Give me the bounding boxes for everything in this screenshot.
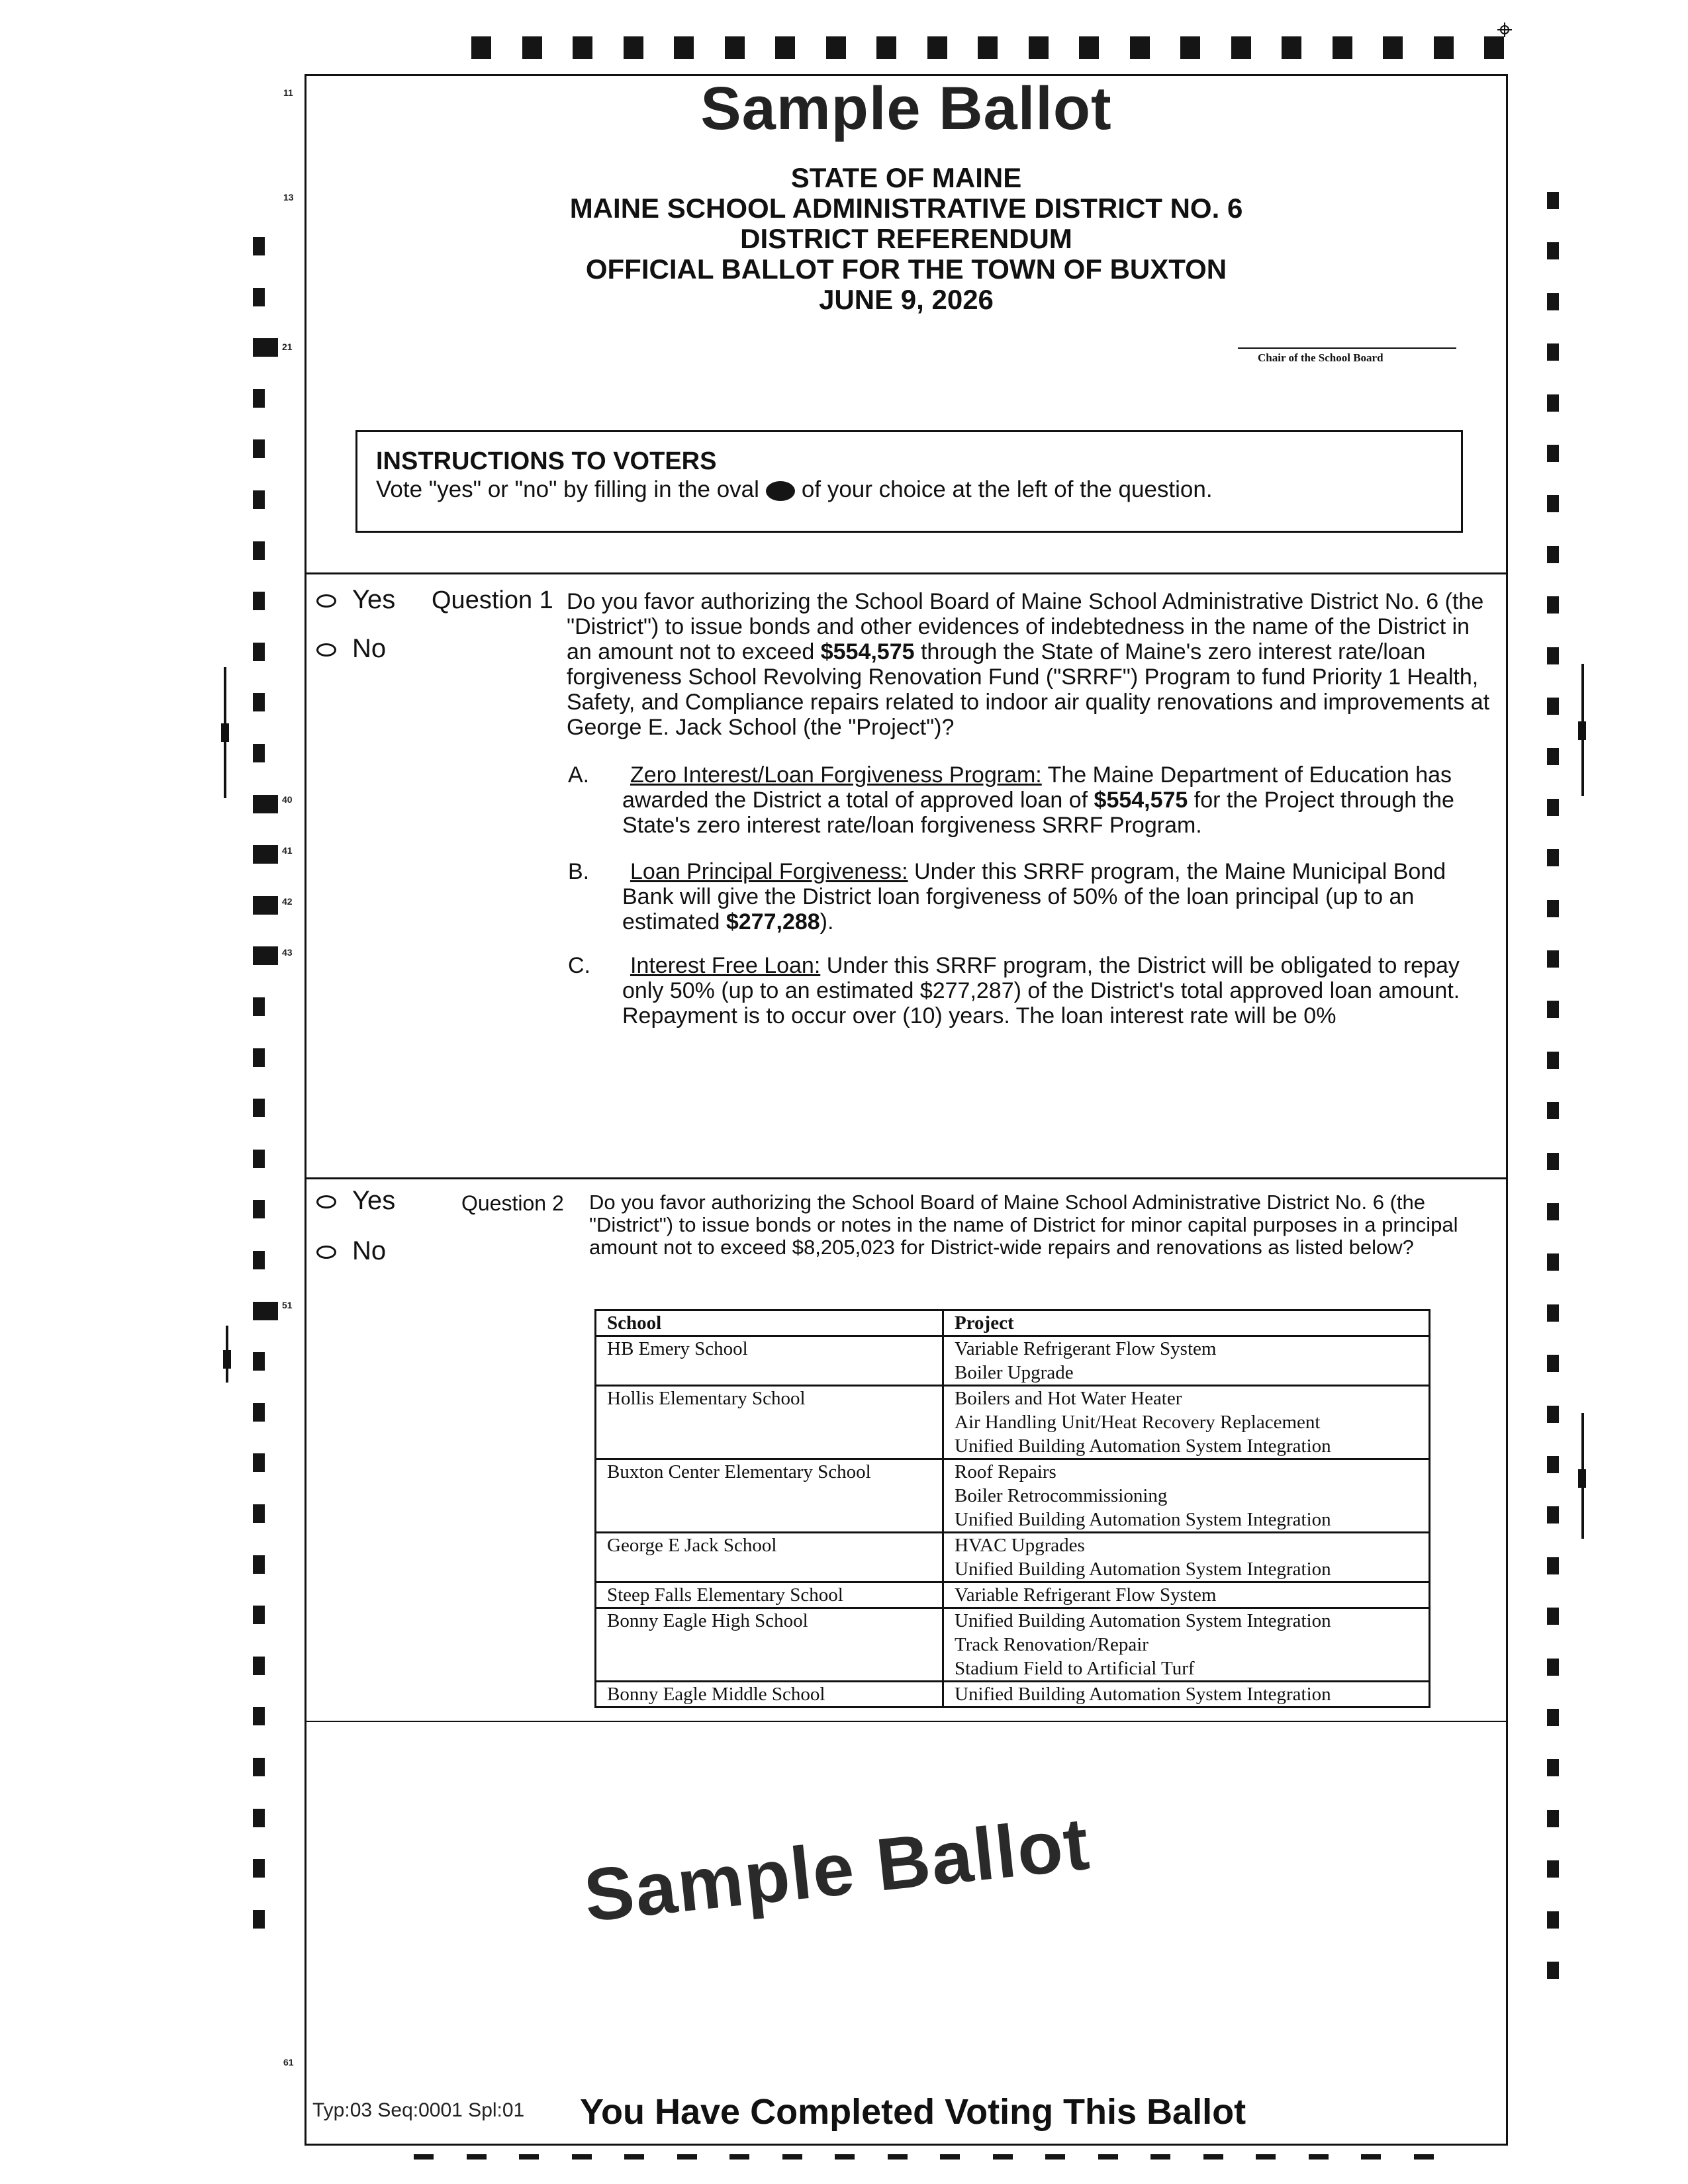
instructions-text-after: of your choice at the left of the question. [801, 477, 1213, 502]
subsection-text: The Maine Department of Education has awarded the District a total of approved loan of [622, 762, 1452, 813]
q1-subsection-a [622, 762, 1496, 838]
table-row [596, 1336, 1430, 1386]
timing-mark [1547, 1052, 1559, 1069]
timing-mark [729, 2154, 749, 2160]
q1-yes-oval[interactable] [316, 594, 336, 608]
timing-mark [522, 36, 542, 59]
row-number: 42 [282, 896, 293, 907]
table-row [596, 1533, 1430, 1582]
timing-mark [1130, 36, 1150, 59]
timing-mark [253, 389, 265, 408]
school-cell: George E Jack School [596, 1533, 943, 1582]
project-item: Roof Repairs [955, 1461, 1056, 1482]
subsection-text: ). [820, 909, 834, 934]
q2-text: Do you favor authorizing the School Board of Maine School Administrative District No. 6 (the "District") to issue bonds or notes in the name of District for minor capital purposes in a principal amount not to exceed $8,205,023 for District-wide repairs and renovations as listed below? [589, 1191, 1458, 1259]
row-number: 43 [282, 947, 293, 958]
timing-mark [888, 2154, 908, 2160]
timing-mark [1547, 849, 1559, 866]
subsection-text: Under this SRRF program, the Maine Municipal Bond Bank will give the District loan forgiveness of 50% of the loan principal (up to an estimated [622, 859, 1446, 934]
timing-mark [253, 1048, 265, 1067]
filled-oval-icon [766, 481, 795, 501]
timing-mark [1547, 1001, 1559, 1018]
q1-sub-letter: A. [568, 762, 590, 788]
project-cell [943, 1682, 1430, 1707]
project-item: Boiler Retrocommissioning [955, 1485, 1168, 1506]
timing-mark [940, 2154, 960, 2160]
table-row [596, 1459, 1430, 1533]
instructions-text [376, 477, 1213, 503]
timing-mark [775, 36, 795, 59]
q1-text-part: Do you favor authorizing the School Board of Maine School Administrative District No. 6 (the "District") to issue bonds and other evidences of indebtedness in the name of the District in an amount not to exceed [567, 589, 1484, 664]
timing-mark [1547, 1557, 1559, 1574]
ballot-title: Sample Ballot [700, 75, 1112, 142]
timing-mark [253, 1403, 265, 1422]
timing-mark [1547, 799, 1559, 816]
subsection-text: Under this SRRF program, the District will be obligated to repay only 50% (up to an estimated $277,287) of the District's total approved loan amount. Repayment is to occur over (10) years. The loan interest rate will be 0% [622, 953, 1460, 1028]
timing-mark [253, 946, 278, 965]
q1-yes-label: Yes [352, 585, 396, 614]
timing-mark [1150, 2154, 1170, 2160]
timing-mark [253, 997, 265, 1016]
school-cell: Bonny Eagle High School [596, 1608, 943, 1682]
project-item: Unified Building Automation System Integration [955, 1435, 1331, 1457]
school-cell: Hollis Elementary School [596, 1386, 943, 1459]
registration-block [1578, 1469, 1586, 1488]
timing-mark [978, 36, 998, 59]
timing-mark [782, 2154, 802, 2160]
project-item: Track Renovation/Repair [955, 1634, 1149, 1655]
timing-mark [1547, 1203, 1559, 1220]
timing-mark [1547, 900, 1559, 917]
timing-mark [1361, 2154, 1381, 2160]
timing-mark [1434, 36, 1454, 59]
timing-mark [725, 36, 745, 59]
timing-mark [927, 36, 947, 59]
row-number: 41 [282, 845, 293, 856]
section-divider [305, 572, 1508, 574]
timing-mark [253, 1809, 265, 1827]
timing-mark [1547, 698, 1559, 715]
timing-mark [253, 237, 265, 255]
table-row [596, 1608, 1430, 1682]
header-state: STATE OF MAINE [790, 162, 1022, 193]
header-district: MAINE SCHOOL ADMINISTRATIVE DISTRICT NO. 6 [569, 193, 1243, 224]
timing-mark [253, 896, 278, 915]
registration-block [221, 723, 229, 742]
q1-sub-letter: C. [568, 953, 590, 978]
timing-mark [253, 1251, 265, 1269]
row-number: 13 [283, 192, 294, 203]
timing-mark [624, 2154, 644, 2160]
timing-mark [1547, 1153, 1559, 1170]
q2-yes-oval[interactable] [316, 1195, 336, 1208]
timing-mark [624, 36, 643, 59]
project-item: Variable Refrigerant Flow System [955, 1584, 1217, 1606]
header-referendum: DISTRICT REFERENDUM [740, 223, 1072, 254]
q2-yes-label: Yes [352, 1186, 396, 1215]
project-item: Air Handling Unit/Heat Recovery Replacement [955, 1412, 1321, 1433]
projects-table [594, 1309, 1430, 1708]
timing-mark [1547, 1102, 1559, 1119]
project-item: Stadium Field to Artificial Turf [955, 1658, 1195, 1679]
timing-mark [876, 36, 896, 59]
timing-mark [1547, 1406, 1559, 1423]
timing-mark [1098, 2154, 1118, 2160]
project-item: Unified Building Automation System Integration [955, 1684, 1331, 1705]
timing-mark [253, 1200, 265, 1218]
timing-mark [677, 2154, 697, 2160]
timing-mark [1282, 36, 1301, 59]
timing-mark [1547, 1860, 1559, 1878]
timing-mark [1333, 36, 1352, 59]
timing-mark [253, 1504, 265, 1523]
project-item: Unified Building Automation System Integration [955, 1610, 1331, 1631]
q1-text [567, 589, 1500, 740]
timing-mark [1547, 546, 1559, 563]
timing-mark [993, 2154, 1013, 2160]
timing-mark [1547, 1506, 1559, 1524]
row-number: 40 [282, 794, 293, 805]
signature-line [1238, 347, 1456, 349]
q1-amount: $554,575 [820, 639, 915, 664]
timing-mark [253, 288, 265, 306]
timing-mark [1547, 1810, 1559, 1827]
completed-message: You Have Completed Voting This Ballot [580, 2092, 1246, 2132]
timing-mark [414, 2154, 434, 2160]
timing-mark [1547, 647, 1559, 664]
subsection-amount: $277,288 [726, 909, 820, 934]
timing-mark [1547, 1456, 1559, 1473]
q1-label: Question 1 [432, 586, 553, 614]
timing-mark [1079, 36, 1099, 59]
header-town: OFFICIAL BALLOT FOR THE TOWN OF BUXTON [585, 253, 1227, 285]
timing-mark [1547, 596, 1559, 614]
registration-block [1578, 721, 1586, 740]
timing-mark [253, 1453, 265, 1472]
project-item: HVAC Upgrades [955, 1535, 1085, 1556]
ballot-code: Typ:03 Seq:0001 Spl:01 [312, 2099, 525, 2121]
timing-mark [1547, 1759, 1559, 1776]
timing-mark [253, 795, 278, 813]
timing-mark [253, 643, 265, 661]
project-item: Unified Building Automation System Integration [955, 1559, 1331, 1580]
timing-mark [253, 744, 265, 762]
timing-mark [253, 490, 265, 509]
timing-mark [467, 2154, 487, 2160]
subsection-heading: Zero Interest/Loan Forgiveness Program: [630, 762, 1042, 788]
timing-mark [573, 36, 592, 59]
timing-mark [1547, 445, 1559, 462]
timing-mark [1547, 748, 1559, 765]
project-cell [943, 1386, 1430, 1459]
timing-mark [253, 1302, 278, 1320]
timing-mark [253, 1352, 265, 1371]
registration-crosshair-icon [1497, 23, 1512, 37]
timing-mark [1547, 293, 1559, 310]
timing-mark [253, 1150, 265, 1168]
school-cell: HB Emery School [596, 1336, 943, 1386]
table-row [596, 1386, 1430, 1459]
timing-mark [253, 1859, 265, 1878]
timing-mark [253, 439, 265, 458]
timing-mark [253, 1910, 265, 1929]
timing-mark [1484, 36, 1504, 59]
table-row [596, 1582, 1430, 1608]
timing-mark [253, 1657, 265, 1675]
timing-mark [253, 1707, 265, 1725]
timing-mark [1547, 1709, 1559, 1726]
timing-mark [1547, 495, 1559, 512]
section-divider [305, 1721, 1508, 1722]
timing-mark [471, 36, 491, 59]
project-item: Variable Refrigerant Flow System [955, 1338, 1217, 1359]
q1-no-oval[interactable] [316, 643, 336, 657]
timing-mark [1203, 2154, 1223, 2160]
registration-block [223, 1350, 231, 1369]
row-number: 21 [282, 341, 293, 352]
timing-mark [253, 592, 265, 610]
timing-mark [1547, 1962, 1559, 1979]
row-number: 61 [283, 2057, 294, 2068]
row-number: 11 [283, 87, 293, 98]
project-item: Boiler Upgrade [955, 1362, 1074, 1383]
timing-mark [1045, 2154, 1065, 2160]
timing-mark [1547, 1355, 1559, 1372]
timing-mark [1547, 242, 1559, 259]
timing-mark [1414, 2154, 1434, 2160]
timing-mark [253, 1099, 265, 1117]
timing-mark [1547, 1911, 1559, 1929]
section-divider [305, 1177, 1508, 1179]
school-cell: Buxton Center Elementary School [596, 1459, 943, 1533]
timing-mark [1547, 1304, 1559, 1322]
school-cell: Bonny Eagle Middle School [596, 1682, 943, 1707]
q2-no-oval[interactable] [316, 1246, 336, 1259]
table-row [596, 1682, 1430, 1707]
timing-mark [253, 845, 278, 864]
timing-mark [572, 2154, 592, 2160]
q2-no-label: No [352, 1236, 387, 1265]
timing-mark [1547, 1608, 1559, 1625]
project-cell [943, 1533, 1430, 1582]
timing-mark [1547, 394, 1559, 412]
subsection-amount: $554,575 [1094, 788, 1188, 813]
project-item: Unified Building Automation System Integration [955, 1509, 1331, 1530]
timing-mark [1547, 192, 1559, 209]
timing-mark [253, 693, 265, 711]
project-cell [943, 1336, 1430, 1386]
project-cell [943, 1459, 1430, 1533]
timing-mark [1547, 950, 1559, 968]
instructions-title: INSTRUCTIONS TO VOTERS [376, 447, 717, 475]
timing-mark [253, 1758, 265, 1776]
instructions-text-before: Vote "yes" or "no" by filling in the oval [376, 477, 759, 502]
project-cell [943, 1582, 1430, 1608]
timing-mark [519, 2154, 539, 2160]
timing-mark [1309, 2154, 1329, 2160]
timing-mark [1256, 2154, 1276, 2160]
timing-mark [253, 1606, 265, 1624]
sample-ballot-watermark: Sample Ballot [580, 1801, 1094, 1938]
subsection-heading: Interest Free Loan: [630, 953, 821, 978]
subsection-heading: Loan Principal Forgiveness: [630, 859, 908, 884]
timing-mark [826, 36, 846, 59]
q1-subsection-c [622, 953, 1496, 1028]
table-header-school: School [596, 1310, 943, 1336]
timing-mark [253, 541, 265, 560]
subsection-text: for the Project through the State's zero interest rate/loan forgiveness SRRF Program. [622, 788, 1454, 838]
q2-label: Question 2 [461, 1191, 564, 1215]
row-number: 51 [282, 1300, 293, 1310]
timing-mark [253, 338, 278, 357]
timing-mark [1547, 1253, 1559, 1271]
timing-mark [835, 2154, 855, 2160]
timing-mark [1547, 1659, 1559, 1676]
timing-mark [253, 1555, 265, 1574]
q1-no-label: No [352, 634, 387, 663]
project-cell [943, 1608, 1430, 1682]
school-cell: Steep Falls Elementary School [596, 1582, 943, 1608]
signature-label: Chair of the School Board [1258, 351, 1383, 364]
timing-mark [1180, 36, 1200, 59]
project-item: Boilers and Hot Water Heater [955, 1388, 1182, 1409]
q1-text-part: through the State of Maine's zero interest rate/loan forgiveness School Revolving Renovation Fund ("SRRF") Program to fund Priority 1 Health, Safety, and Compliance repairs related to indoor air quality renovations and improvements at George E. Jack School (the "Project")? [567, 639, 1490, 740]
timing-mark [674, 36, 694, 59]
q1-sub-letter: B. [568, 859, 590, 884]
header-date: JUNE 9, 2026 [819, 284, 994, 315]
table-header-project: Project [943, 1310, 1430, 1336]
timing-mark [1231, 36, 1251, 59]
timing-mark [1547, 343, 1559, 361]
timing-mark [1029, 36, 1049, 59]
timing-mark [1383, 36, 1403, 59]
q1-subsection-b [622, 859, 1496, 934]
